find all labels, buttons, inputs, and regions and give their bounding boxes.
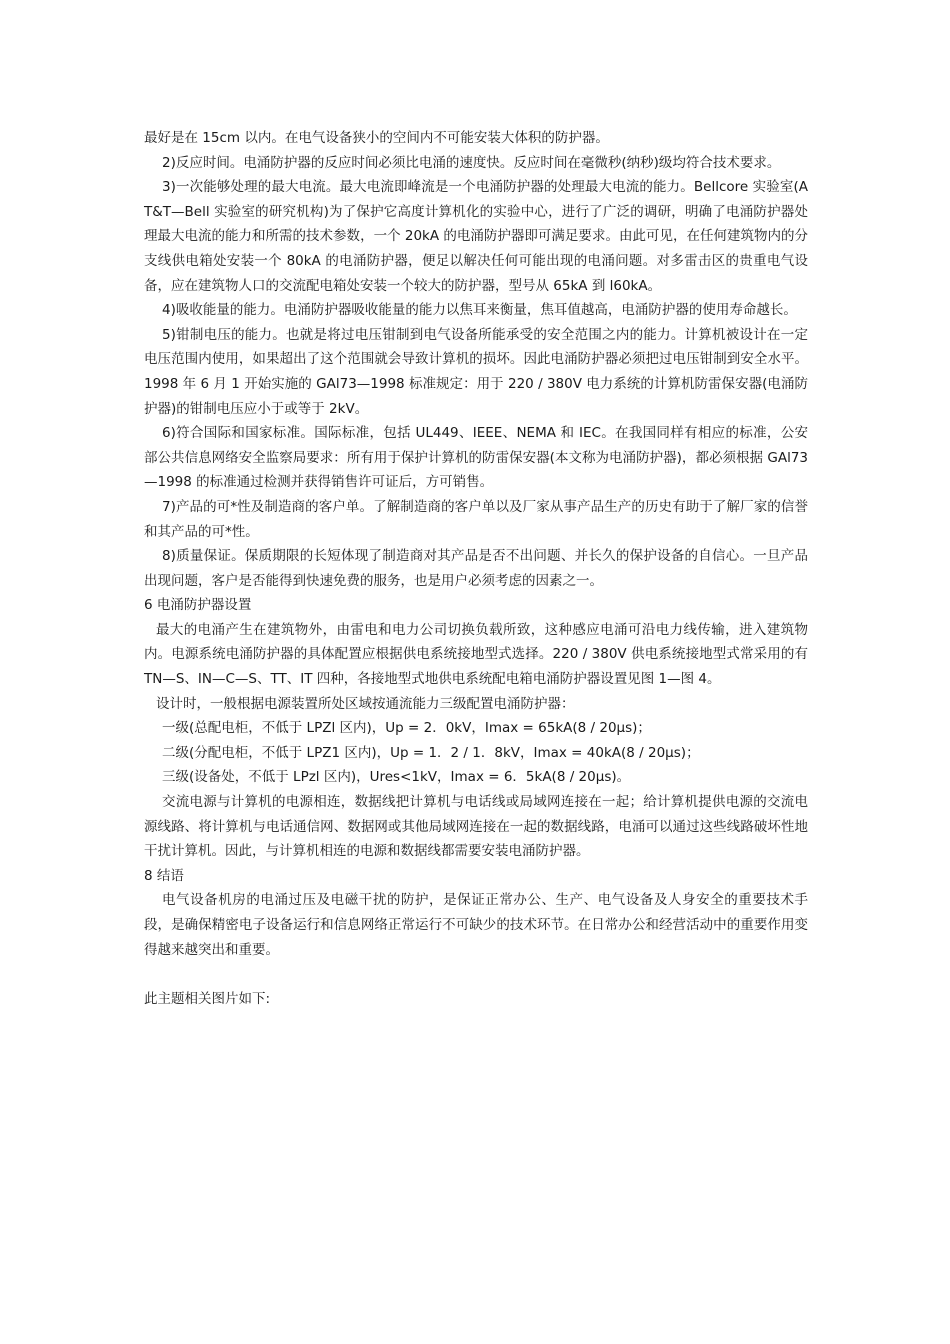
- paragraph-level-3: 三级(设备处，不低于 LPzl 区内)，Ures<1kV，Imax = 6．5kA(8 / 20μs)。: [162, 769, 631, 786]
- paragraph-ac-power: 交流电源与计算机的电源相连，数据线把计算机与电话线或局域网连接在一起；给计算机提供电源的交流电源线路、将计算机与电话通信网、数据网或其他局域网连接在一起的数据线路，电涌可以通过这些线路破坏性地干扰计算机。因此，与计算机相连的电源和数据线都需要安装电涌防护器。: [144, 794, 808, 860]
- paragraph-response-time: 2)反应时间。电涌防护器的反应时间必须比电涌的速度快。反应时间在毫微秒(纳秒)级均符合技术要求。: [162, 154, 781, 171]
- related-images-note: 此主题相关图片如下:: [144, 990, 271, 1007]
- document-body: [144, 126, 808, 1011]
- paragraph-warranty: 8)质量保证。保质期限的长短体现了制造商对其产品是否不出问题、并长久的保护设备的自信心。一旦产品出现问题，客户是否能得到快速免费的服务，也是用户必须考虑的因素之一。: [144, 548, 808, 589]
- paragraph-clamping-voltage: 5)钳制电压的能力。也就是将过电压钳制到电气设备所能承受的安全范围之内的能力。计算机被设计在一定电压范围内使用，如果超出了这个范围就会导致计算机的损坏。因此电涌防护器必须把过电压钳制到安全水平。1998 年 6 月 1 开始实施的 GAl73—1998 标准规定：用于 220 / 380V 电力系统的计算机防雷保安器(电涌防护器)的钳制电压应小于或等于 2kV。: [144, 326, 808, 417]
- paragraph-surge-origin: 最大的电涌产生在建筑物外，由雷电和电力公司切换负载所致，这种感应电涌可沿电力线传输，进入建筑物内。电源系统电涌防护器的具体配置应根据供电系统接地型式选择。220 / 380V 供电系统接地型式常采用的有 TN—S、IN—C—S、TT、IT 四种，各接地型式地供电系统配电箱电涌防护器设置见图 1—图 4。: [144, 621, 808, 688]
- section-heading-6: 6 电涌防护器设置: [144, 597, 252, 614]
- paragraph-level-2: 二级(分配电柜，不低于 LPZ1 区内)，Up = 1．2 / 1．8kV，Imax = 40kA(8 / 20μs)；: [162, 744, 700, 761]
- paragraph-energy-absorption: 4)吸收能量的能力。电涌防护器吸收能量的能力以焦耳来衡量，焦耳值越高，电涌防护器的使用寿命越长。: [162, 302, 797, 319]
- paragraph-max-current: 3)一次能够处理的最大电流。最大电流即峰流是一个电涌防护器的处理最大电流的能力。Bellcore 实验室(AT&T—Bell 实验室的研究机构)为了保护它高度计算机化的实验中心，进行了广泛的调研，明确了电涌防护器处理最大电流的能力和所需的技术参数，一个 20kA 的电涌防护器即可满足要求。由此可见，在任何建筑物内的分支线供电箱处安装一个 80kA 的电涌防护器，便足以解决任何可能出现的电涌问题。对多雷击区的贵重电气设备，应在建筑物人口的交流配电箱处安装一个较大的防护器，型号从 65kA 到 l60kA。: [144, 179, 808, 294]
- paragraph-design: 设计时，一般根据电源装置所处区域按通流能力三级配置电涌防护器：: [156, 695, 575, 712]
- section-heading-8: 8 结语: [144, 867, 184, 884]
- spacer: [144, 962, 808, 987]
- paragraph-standards: 6)符合国际和国家标准。国际标准，包括 UL449、IEEE、NEMA 和 IEC。在我国同样有相应的标准，公安部公共信息网络安全监察局要求：所有用于保护计算机的防雷保安器(本文称为电涌防护器)，都必须根据 GAl73—1998 的标准通过检测并获得销售许可证后，方可销售。: [144, 425, 808, 491]
- paragraph-level-1: 一级(总配电柜，不低于 LPZl 区内)，Up = 2．0kV，Imax = 65kA(8 / 20μs)；: [162, 720, 651, 737]
- paragraph-reliability: 7)产品的可*性及制造商的客户单。了解制造商的客户单以及厂家从事产品生产的历史有助于了解厂家的信誉和其产品的可*性。: [144, 498, 808, 540]
- paragraph-continuation: 最好是在 15cm 以内。在电气设备狭小的空间内不可能安装大体积的防护器。: [144, 130, 609, 146]
- paragraph-conclusion: 电气设备机房的电涌过压及电磁干扰的防护，是保证正常办公、生产、电气设备及人身安全的重要技术手段，是确保精密电子设备运行和信息网络正常运行不可缺少的技术环节。在日常办公和经营活动中的重要作用变得越来越突出和重要。: [144, 892, 808, 958]
